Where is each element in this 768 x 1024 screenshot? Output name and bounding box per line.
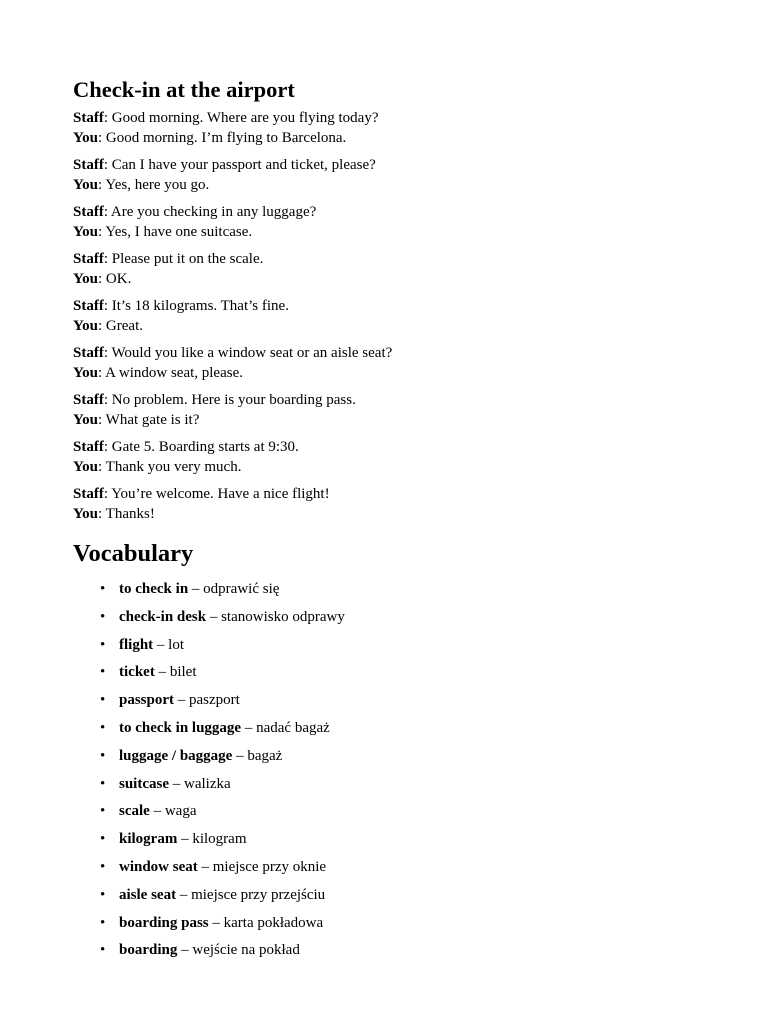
dialogue-exchange [73, 485, 768, 524]
bullet-icon: • [100, 581, 106, 597]
vocabulary-list [73, 580, 768, 960]
vocabulary-term: luggage / baggage [119, 747, 233, 764]
vocabulary-translation: – nadać bagaż [241, 719, 330, 736]
dialogue-line-you [73, 505, 768, 525]
speaker-label: You [73, 458, 99, 475]
line-text: : Please put it on the scale. [103, 251, 264, 267]
speaker-label: You [73, 129, 99, 146]
vocabulary-term: boarding pass [119, 914, 209, 931]
vocabulary-translation: – paszport [174, 692, 240, 709]
dialogue-line-you [73, 223, 768, 243]
line-text: : Gate 5. Boarding starts at 9:30. [103, 439, 299, 455]
line-text: : Great. [98, 317, 143, 334]
speaker-label: Staff [73, 486, 104, 502]
line-text: : No problem. Here is your boarding pass. [103, 392, 356, 408]
dialogue-line-staff [73, 344, 768, 364]
bullet-icon: • [100, 692, 106, 709]
speaker-label: You [73, 411, 99, 428]
dialogue-line-you [73, 317, 768, 337]
vocabulary-term: to check in [119, 581, 189, 597]
vocabulary-translation: – miejsce przy oknie [197, 858, 327, 875]
bullet-icon: • [100, 747, 106, 764]
speaker-label: You [73, 505, 99, 522]
dialogue-line-staff [73, 250, 768, 270]
vocabulary-translation: – miejsce przy przejściu [176, 886, 326, 903]
line-text: : Are you checking in any luggage? [103, 204, 317, 220]
vocabulary-item [73, 941, 768, 960]
vocabulary-translation: – stanowisko odprawy [206, 608, 345, 625]
line-text: : Thanks! [98, 505, 155, 522]
dialogue-line-you [73, 270, 768, 290]
speaker-label: You [73, 223, 99, 240]
vocabulary-translation: – wejście na pokład [177, 942, 300, 959]
vocabulary-translation: – odprawić się [188, 581, 280, 597]
page-title: Check-in at the airport [73, 77, 295, 102]
dialogue-exchange [73, 438, 768, 477]
vocabulary-item [73, 691, 768, 710]
line-text: : Can I have your passport and ticket, please? [103, 157, 376, 173]
vocabulary-item [73, 886, 768, 905]
line-text: : Thank you very much. [98, 458, 242, 475]
dialogue-exchange [73, 297, 768, 336]
line-text: : What gate is it? [98, 411, 200, 428]
vocabulary-term: suitcase [119, 775, 169, 792]
vocabulary-term: check-in desk [119, 608, 207, 625]
dialogue-line-staff [73, 156, 768, 176]
speaker-label: You [73, 176, 99, 193]
vocabulary-item [73, 636, 768, 655]
dialogue-line-staff [73, 391, 768, 411]
speaker-label: Staff [73, 345, 104, 361]
vocabulary-translation: – waga [149, 803, 197, 820]
vocabulary-item [73, 580, 768, 599]
dialogue-exchange [73, 250, 768, 289]
vocabulary-item [73, 802, 768, 821]
vocabulary-item [73, 914, 768, 933]
vocabulary-translation: – bilet [154, 664, 197, 681]
bullet-icon: • [100, 775, 106, 792]
dialogue-line-staff [73, 438, 768, 458]
vocabulary-term: ticket [119, 664, 155, 681]
bullet-icon: • [100, 858, 106, 875]
vocabulary-term: kilogram [119, 831, 178, 848]
line-text: : You’re welcome. Have a nice flight! [103, 486, 330, 502]
dialogue-exchange [73, 344, 768, 383]
line-text: : Yes, I have one suitcase. [98, 223, 253, 240]
vocabulary-item [73, 858, 768, 877]
vocabulary-term: scale [119, 803, 150, 820]
bullet-icon: • [100, 608, 106, 625]
vocabulary-term: flight [119, 636, 154, 653]
bullet-icon: • [100, 664, 106, 681]
vocabulary-translation: – kilogram [177, 831, 247, 848]
line-text: : Yes, here you go. [98, 176, 210, 193]
vocabulary-item [73, 719, 768, 738]
vocabulary-term: aisle seat [119, 886, 177, 903]
speaker-label: Staff [73, 439, 104, 455]
speaker-label: You [73, 364, 99, 381]
speaker-label: You [73, 317, 99, 334]
vocabulary-translation: – karta pokładowa [208, 914, 324, 931]
speaker-label: Staff [73, 157, 104, 173]
bullet-icon: • [100, 914, 106, 931]
dialogue-exchange [73, 109, 768, 148]
vocabulary-term: boarding [119, 942, 178, 959]
speaker-label: You [73, 270, 99, 287]
dialogue-line-staff [73, 109, 768, 129]
vocabulary-item [73, 608, 768, 627]
dialogue-exchange [73, 391, 768, 430]
vocabulary-item [73, 775, 768, 794]
bullet-icon: • [100, 886, 106, 903]
vocabulary-item [73, 747, 768, 766]
line-text: : Good morning. Where are you flying today? [103, 110, 379, 126]
vocabulary-translation: – walizka [169, 775, 231, 792]
vocabulary-term: window seat [119, 858, 198, 875]
speaker-label: Staff [73, 392, 104, 408]
speaker-label: Staff [73, 298, 104, 314]
dialogue-line-you [73, 411, 768, 431]
vocabulary-heading: Vocabulary [73, 540, 194, 567]
dialogue [73, 109, 768, 524]
speaker-label: Staff [73, 204, 104, 220]
bullet-icon: • [100, 831, 106, 848]
vocabulary-term: to check in luggage [119, 719, 242, 736]
dialogue-line-you [73, 176, 768, 196]
line-text: : Would you like a window seat or an aisle seat? [103, 345, 393, 361]
speaker-label: Staff [73, 251, 104, 267]
line-text: : It’s 18 kilograms. That’s fine. [103, 298, 289, 314]
vocabulary-item [73, 663, 768, 682]
dialogue-line-staff [73, 297, 768, 317]
line-text: : OK. [98, 270, 132, 287]
vocabulary-item [73, 830, 768, 849]
dialogue-line-you [73, 129, 768, 149]
speaker-label: Staff [73, 110, 104, 126]
bullet-icon: • [100, 803, 106, 820]
dialogue-line-staff [73, 485, 768, 505]
bullet-icon: • [100, 719, 106, 736]
line-text: : Good morning. I’m flying to Barcelona. [98, 129, 347, 146]
dialogue-line-you [73, 458, 768, 478]
line-text: : A window seat, please. [98, 364, 243, 381]
dialogue-exchange [73, 156, 768, 195]
dialogue-exchange [73, 203, 768, 242]
bullet-icon: • [100, 636, 106, 653]
dialogue-line-staff [73, 203, 768, 223]
vocabulary-term: passport [119, 692, 175, 709]
bullet-icon: • [100, 942, 106, 959]
vocabulary-translation: – lot [153, 636, 185, 653]
vocabulary-translation: – bagaż [232, 747, 283, 764]
dialogue-line-you [73, 364, 768, 384]
